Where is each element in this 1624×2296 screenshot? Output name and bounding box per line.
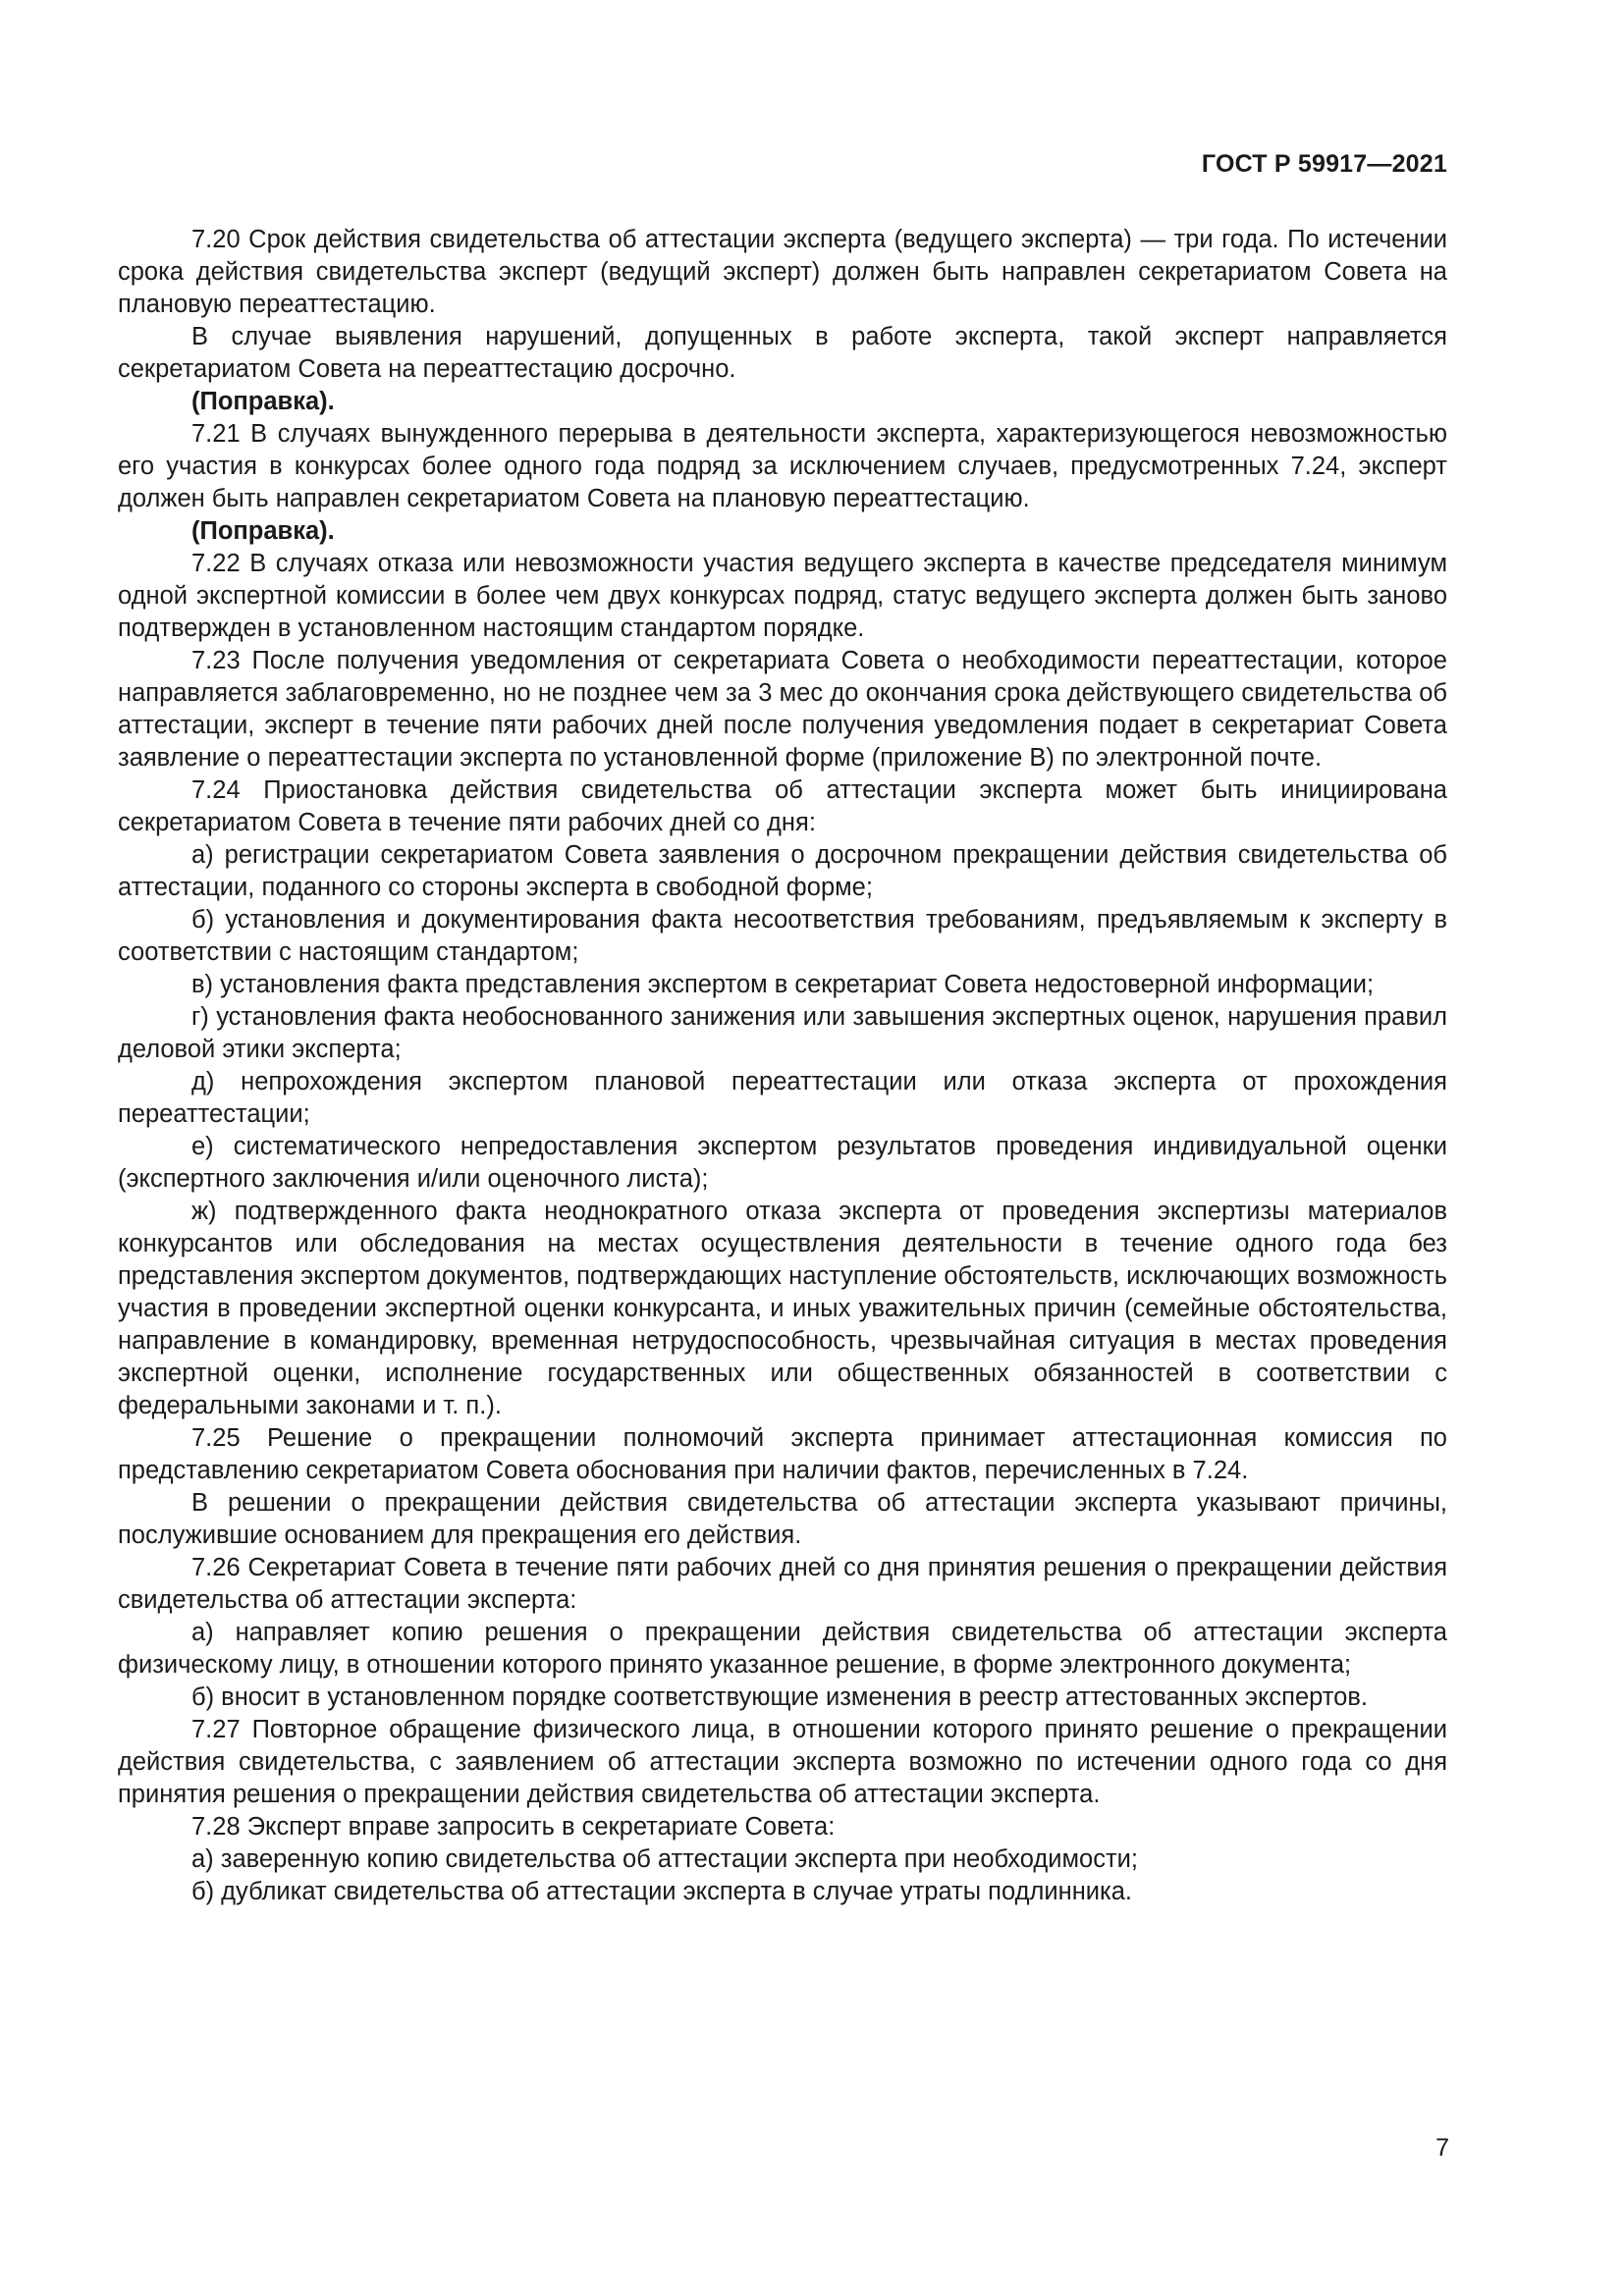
document-code: ГОСТ Р 59917—2021	[1201, 150, 1447, 178]
list-item-a: а) направляет копию решения о прекращении действия свидетельства об аттестации эксперта физическому лицу, в отношении которого принято указанное решение, в форме электронного документа;	[118, 1619, 1447, 1679]
paragraph-7-26: 7.26 Секретариат Совета в течение пяти рабочих дней со дня принятия решения о прекращении действия свидетельства об аттестации эксперта:	[118, 1554, 1447, 1614]
amendment-note: (Поправка).	[191, 388, 335, 415]
paragraph-7-23: 7.23 После получения уведомления от секретариата Совета о необходимости переаттестации, которое направляется заблаговременно, но не позднее чем за 3 мес до окончания срока действующего свидетельства об аттестации, эксперт в течение пяти рабочих дней после получения уведомления подает в секретариат Совета заявление о переаттестации эксперта по установленной форме (приложение В) по электронной почте.	[118, 647, 1447, 772]
list-item-b: б) вносит в установленном порядке соответствующие изменения в реестр аттестованных экспертов.	[191, 1683, 1368, 1711]
paragraph-7-27: 7.27 Повторное обращение физического лица, в отношении которого принято решение о прекращении действия свидетельства, с заявлением об аттестации эксперта возможно по истечении одного года со дня принятия решения о прекращении действия свидетельства об аттестации эксперта.	[118, 1716, 1447, 1808]
list-item-a: а) заверенную копию свидетельства об аттестации эксперта при необходимости;	[191, 1845, 1138, 1873]
paragraph-7-22: 7.22 В случаях отказа или невозможности участия ведущего эксперта в качестве председателя минимум одной экспертной комиссии в более чем двух конкурсах подряд, статус ведущего эксперта должен быть заново подтвержден в установленном настоящим стандартом порядке.	[118, 550, 1447, 642]
list-item-e: е) систематического непредоставления экспертом результатов проведения индивидуальной оценки (экспертного заключения и/или оценочного листа);	[118, 1133, 1447, 1193]
document-body	[118, 224, 1447, 1908]
page-number: 7	[1435, 2134, 1449, 2162]
paragraph-7-21: 7.21 В случаях вынужденного перерыва в деятельности эксперта, характеризующегося невозможностью его участия в конкурсах более одного года подряд за исключением случаев, предусмотренных 7.24, эксперт должен быть направлен секретариатом Совета на плановую переаттестацию.	[118, 420, 1447, 512]
list-item-g: г) установления факта необоснованного занижения или завышения экспертных оценок, нарушения правил деловой этики эксперта;	[118, 1003, 1447, 1063]
paragraph-7-25: 7.25 Решение о прекращении полномочий эксперта принимает аттестационная комиссия по представлению секретариатом Совета обоснования при наличии фактов, перечисленных в 7.24.	[118, 1424, 1447, 1484]
list-item-zh: ж) подтвержденного факта неоднократного отказа эксперта от проведения экспертизы материалов конкурсантов или обследования на местах осуществления деятельности в течение одного года без представления экспертом документов, подтверждающих наступление обстоятельств, исключающих возможность участия в проведении экспертной оценки конкурсанта, и иных уважительных причин (семейные обстоятельства, направление в командировку, временная нетрудоспособность, чрезвычайная ситуация в местах проведения экспертной оценки, исполнение государственных или общественных обязанностей в соответствии с федеральными законами и т. п.).	[118, 1198, 1447, 1419]
paragraph-7-20: 7.20 Срок действия свидетельства об аттестации эксперта (ведущего эксперта) — три года. По истечении срока действия свидетельства эксперт (ведущий эксперт) должен быть направлен секретариатом Совета на плановую переаттестацию.	[118, 226, 1447, 318]
list-item-v: в) установления факта представления экспертом в секретариат Совета недостоверной информации;	[191, 971, 1375, 998]
paragraph-7-28: 7.28 Эксперт вправе запросить в секретариате Совета:	[191, 1813, 836, 1841]
paragraph-7-20-violations: В случае выявления нарушений, допущенных в работе эксперта, такой эксперт направляется секретариатом Совета на переаттестацию досрочно.	[118, 323, 1447, 383]
paragraph-7-24: 7.24 Приостановка действия свидетельства об аттестации эксперта может быть инициирована секретариатом Совета в течение пяти рабочих дней со дня:	[118, 776, 1447, 836]
list-item-b: б) установления и документирования факта несоответствия требованиям, предъявляемым к эксперту в соответствии с настоящим стандартом;	[118, 906, 1447, 966]
list-item-d: д) непрохождения экспертом плановой переаттестации или отказа эксперта от прохождения переаттестации;	[118, 1068, 1447, 1128]
list-item-a: а) регистрации секретариатом Совета заявления о досрочном прекращении действия свидетельства об аттестации, поданного со стороны эксперта в свободной форме;	[118, 841, 1447, 901]
amendment-note: (Поправка).	[191, 517, 335, 545]
paragraph-7-25-reasons: В решении о прекращении действия свидетельства об аттестации эксперта указывают причины, послужившие основанием для прекращения его действия.	[118, 1489, 1447, 1549]
list-item-b: б) дубликат свидетельства об аттестации эксперта в случае утраты подлинника.	[191, 1878, 1133, 1905]
